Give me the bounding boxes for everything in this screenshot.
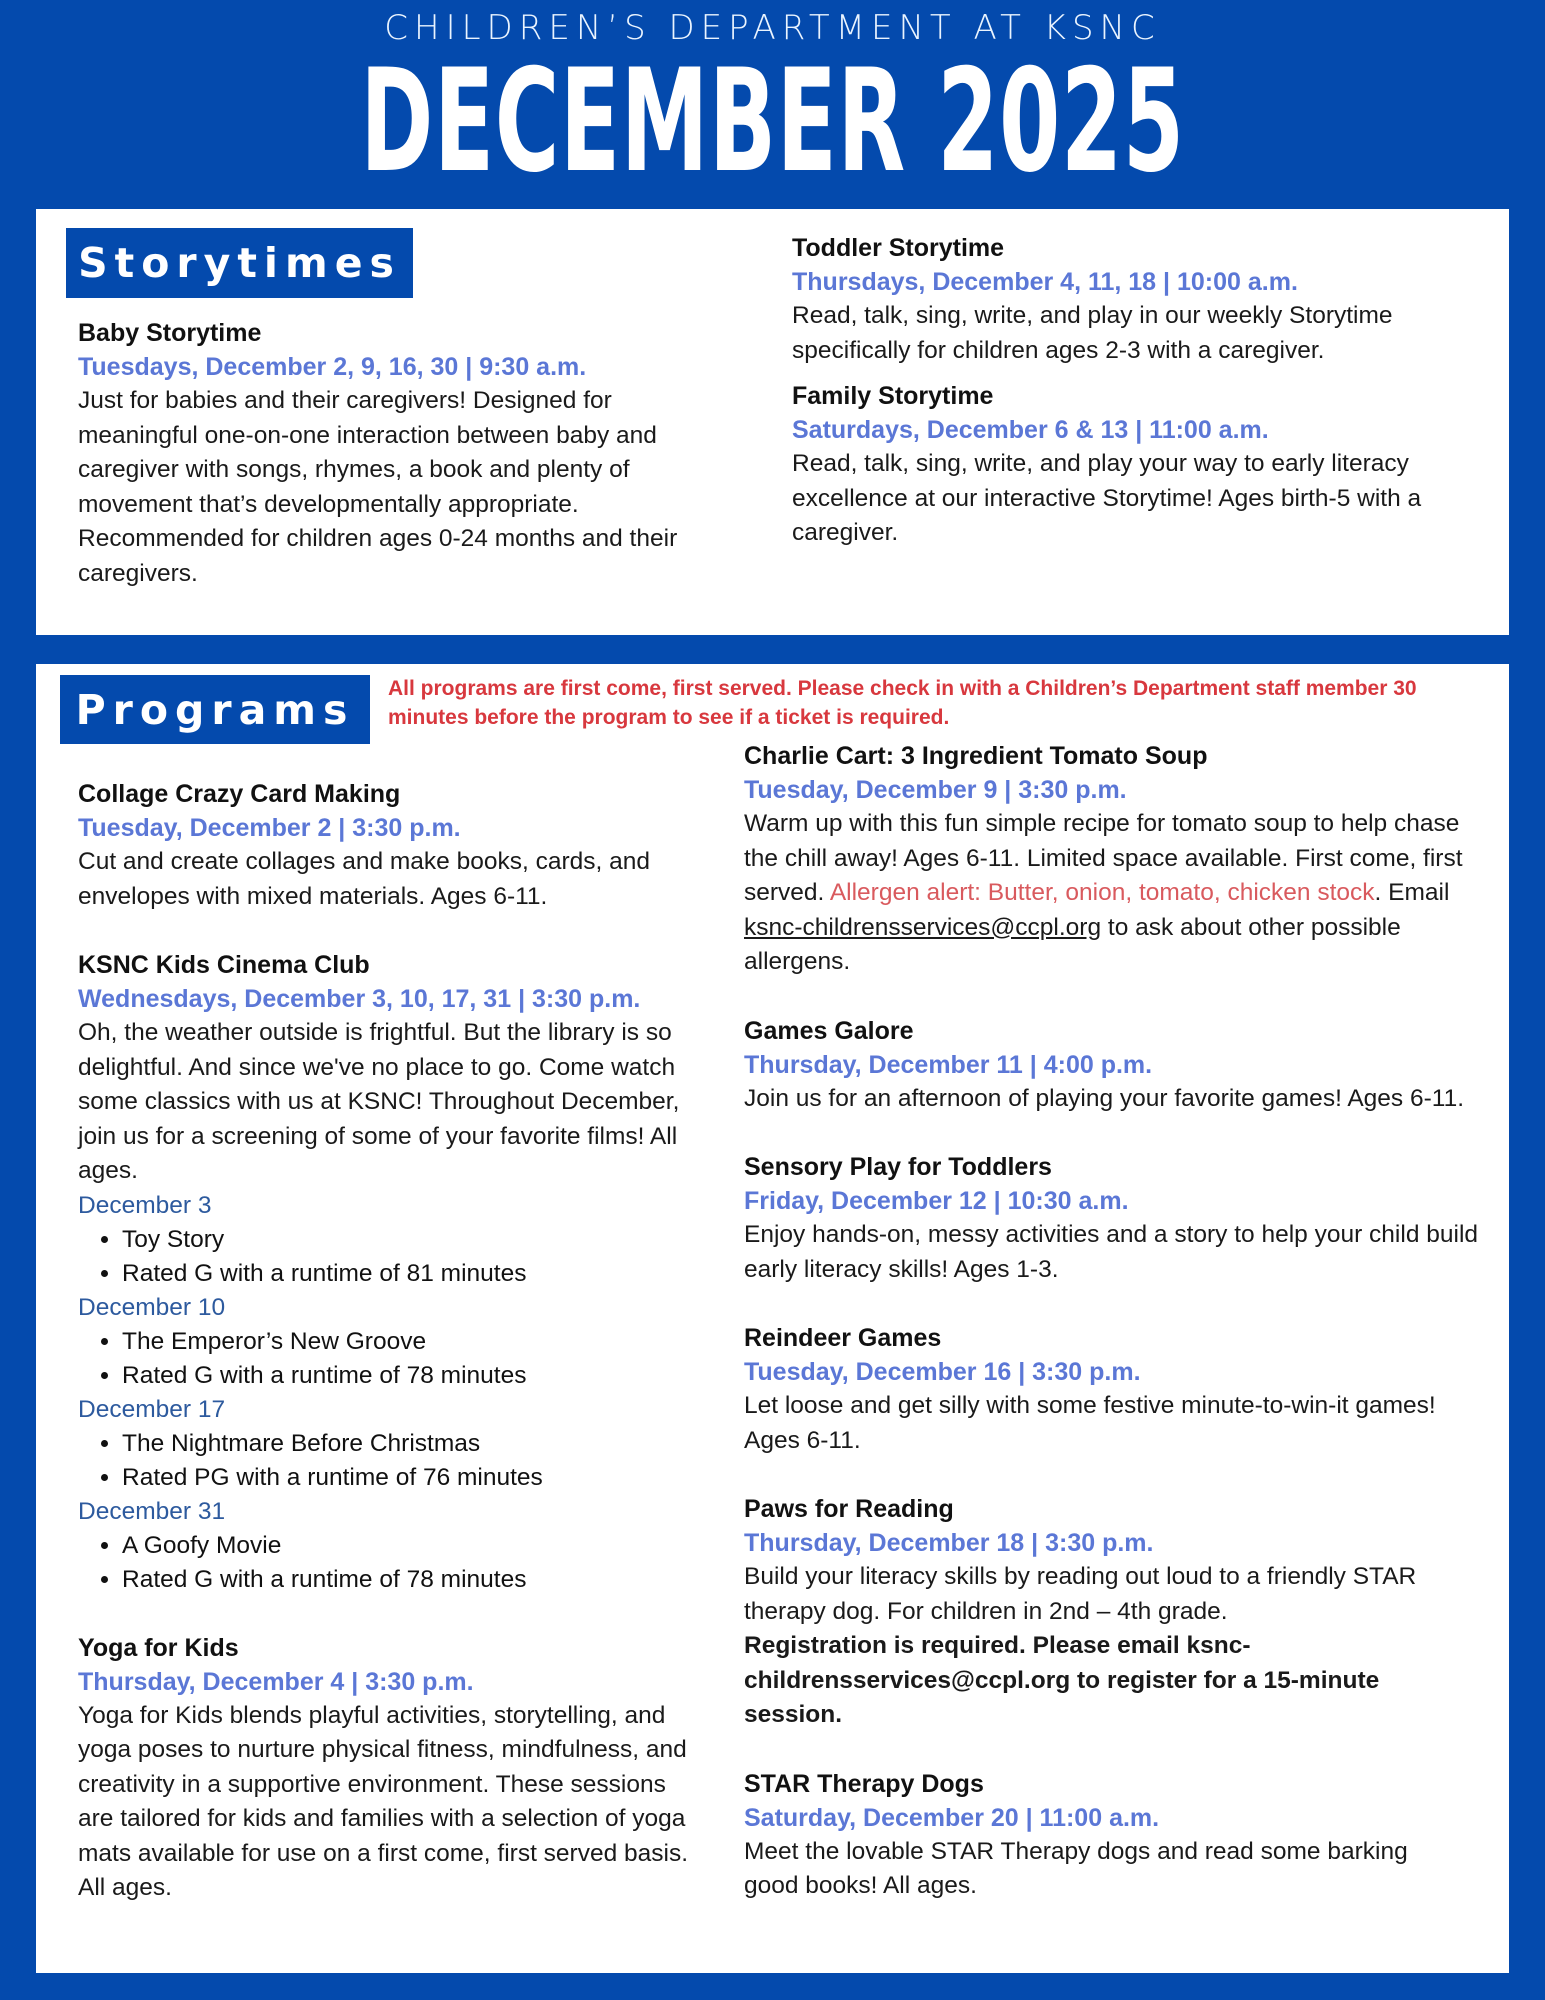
registration-note: Registration is required. Please email ksnc-childrensservices@ccpl.org to register for a 15-minute session. <box>744 1632 1380 1728</box>
event-kids-cinema-club <box>78 948 728 1597</box>
event-title: Toddler Storytime <box>792 234 1005 262</box>
event-title: KSNC Kids Cinema Club <box>78 951 370 979</box>
event-games-galore <box>744 1014 1499 1117</box>
screening-details <box>78 1325 728 1393</box>
screening-date: December 31 <box>78 1497 226 1525</box>
event-title: Paws for Reading <box>744 1495 954 1523</box>
description-text: to ask about other possible allergens. <box>744 913 1401 975</box>
event-date: Wednesdays, December 3, 10, 17, 31 | 3:30 p.m. <box>78 985 641 1013</box>
event-description: Just for babies and their caregivers! Designed for meaningful one-on-one interaction between baby and caregiver with songs, rhymes, a book and plenty of movement that’s developmentally appropriate. Recommended for children ages 0-24 months and their caregivers. <box>78 387 678 587</box>
event-title: Sensory Play for Toddlers <box>744 1153 1052 1181</box>
event-title: Games Galore <box>744 1016 914 1045</box>
programs-panel <box>36 664 1509 1973</box>
screening <box>78 1495 728 1597</box>
event-title: Yoga for Kids <box>78 1633 239 1662</box>
programs-heading: Programs <box>60 675 370 744</box>
event-family-storytime <box>792 379 1482 551</box>
event-toddler-storytime <box>792 231 1482 368</box>
event-star-therapy-dogs <box>744 1767 1499 1904</box>
event-paws-for-reading <box>744 1492 1499 1733</box>
screening-details <box>78 1223 728 1291</box>
event-title: Charlie Cart: 3 Ingredient Tomato Soup <box>744 742 1208 770</box>
film-title: • A Goofy Movie <box>122 1529 728 1563</box>
event-date: Saturday, December 20 | 11:00 a.m. <box>744 1803 1160 1832</box>
programs-right-column <box>744 739 1499 1904</box>
film-title: • The Emperor’s New Groove <box>122 1325 728 1359</box>
description-text: Warm up with this fun simple recipe for tomato soup to help chase the chill away! Ages 6-11. Limited space available. First come, first served. <box>744 810 1463 906</box>
event-charlie-cart <box>744 739 1499 980</box>
event-title: STAR Therapy Dogs <box>744 1769 984 1798</box>
event-description: Cut and create collages and make books, cards, and envelopes with mixed materials. Ages 6-11. <box>78 848 651 910</box>
screening <box>78 1393 728 1495</box>
event-description: Meet the lovable STAR Therapy dogs and read some barking good books! All ages. <box>744 1837 1408 1899</box>
screening-date: December 10 <box>78 1293 226 1321</box>
event-title: Family Storytime <box>792 382 994 410</box>
film-title: • The Nightmare Before Christmas <box>122 1427 728 1461</box>
storytimes-right-column <box>792 231 1482 551</box>
page-title: DECEMBER 2025 <box>360 39 1185 204</box>
event-date: Tuesday, December 9 | 3:30 p.m. <box>744 776 1127 804</box>
screening <box>78 1291 728 1393</box>
department-subtitle: CHILDREN’S DEPARTMENT AT KSNC <box>384 8 1161 48</box>
programs-notice: All programs are first come, first served. Please check in with a Children’s Department staff member 30 minutes before the program to see if a ticket is required. <box>388 677 1417 729</box>
allergen-alert: Allergen alert: Butter, onion, tomato, chicken stock <box>829 879 1375 906</box>
event-sensory-play <box>744 1150 1499 1287</box>
email-link[interactable]: ksnc-childrensservices@ccpl.org <box>744 913 1102 941</box>
event-description <box>744 807 1499 980</box>
event-reindeer-games <box>744 1321 1499 1458</box>
event-date: Tuesday, December 16 | 3:30 p.m. <box>744 1358 1141 1386</box>
event-description: Read, talk, sing, write, and play in our weekly Storytime specifically for children ages 2-3 with a caregiver. <box>792 302 1393 364</box>
event-date: Thursday, December 18 | 3:30 p.m. <box>744 1529 1154 1557</box>
event-date: Tuesdays, December 2, 9, 16, 30 | 9:30 a.m. <box>78 353 587 381</box>
screening-date: December 3 <box>78 1191 212 1219</box>
storytimes-heading: Storytimes <box>66 228 413 298</box>
programs-left-column <box>78 777 728 1906</box>
event-description: Join us for an afternoon of playing your favorite games! Ages 6-11. <box>744 1084 1464 1112</box>
film-title: • Toy Story <box>122 1223 728 1257</box>
storytimes-panel <box>36 209 1509 635</box>
event-title: Collage Crazy Card Making <box>78 780 401 808</box>
film-rating: • Rated G with a runtime of 81 minutes <box>122 1257 728 1291</box>
email-prefix: . Email <box>1374 879 1450 906</box>
event-date: Thursdays, December 4, 11, 18 | 10:00 a.m. <box>792 268 1298 296</box>
event-date: Saturdays, December 6 & 13 | 11:00 a.m. <box>792 416 1269 444</box>
event-date: Thursday, December 4 | 3:30 p.m. <box>78 1667 474 1696</box>
event-description: Build your literacy skills by reading out loud to a friendly STAR therapy dog. For children in 2nd – 4th grade. <box>744 1563 1417 1625</box>
event-yoga-for-kids <box>78 1631 728 1906</box>
storytimes-left-column <box>78 316 738 591</box>
event-baby-storytime <box>78 316 738 591</box>
event-description: Oh, the weather outside is frightful. But the library is so delightful. And since we've no place to go. Come watch some classics with us at KSNC! Throughout December, join us for a screening of some of your favorite films! All ages. <box>78 1019 680 1184</box>
screening <box>78 1189 728 1291</box>
screening-details <box>78 1529 728 1597</box>
event-description: Yoga for Kids blends playful activities, storytelling, and yoga poses to nurture physical fitness, mindfulness, and creativity in a supportive environment. These sessions are tailored for kids and families with a selection of yoga mats available for use on a first come, first served basis. All ages. <box>78 1701 689 1901</box>
event-date: Tuesday, December 2 | 3:30 p.m. <box>78 814 461 842</box>
event-description: Let loose and get silly with some festive minute-to-win-it games! Ages 6-11. <box>744 1392 1436 1454</box>
event-title: Baby Storytime <box>78 319 262 347</box>
event-description: Read, talk, sing, write, and play your way to early literacy excellence at our interactive Storytime! Ages birth-5 with a caregiver. <box>792 450 1422 546</box>
event-description: Enjoy hands-on, messy activities and a story to help your child build early literacy skills! Ages 1-3. <box>744 1221 1479 1283</box>
event-date: Thursday, December 11 | 4:00 p.m. <box>744 1050 1153 1079</box>
event-date: Friday, December 12 | 10:30 a.m. <box>744 1187 1129 1215</box>
film-rating: • Rated G with a runtime of 78 minutes <box>122 1359 728 1393</box>
screening-date: December 17 <box>78 1395 226 1423</box>
film-rating: • Rated G with a runtime of 78 minutes <box>122 1563 728 1597</box>
event-title: Reindeer Games <box>744 1324 942 1352</box>
screening-details <box>78 1427 728 1495</box>
film-rating: • Rated PG with a runtime of 76 minutes <box>122 1461 728 1495</box>
event-collage-crazy-card-making <box>78 777 728 914</box>
